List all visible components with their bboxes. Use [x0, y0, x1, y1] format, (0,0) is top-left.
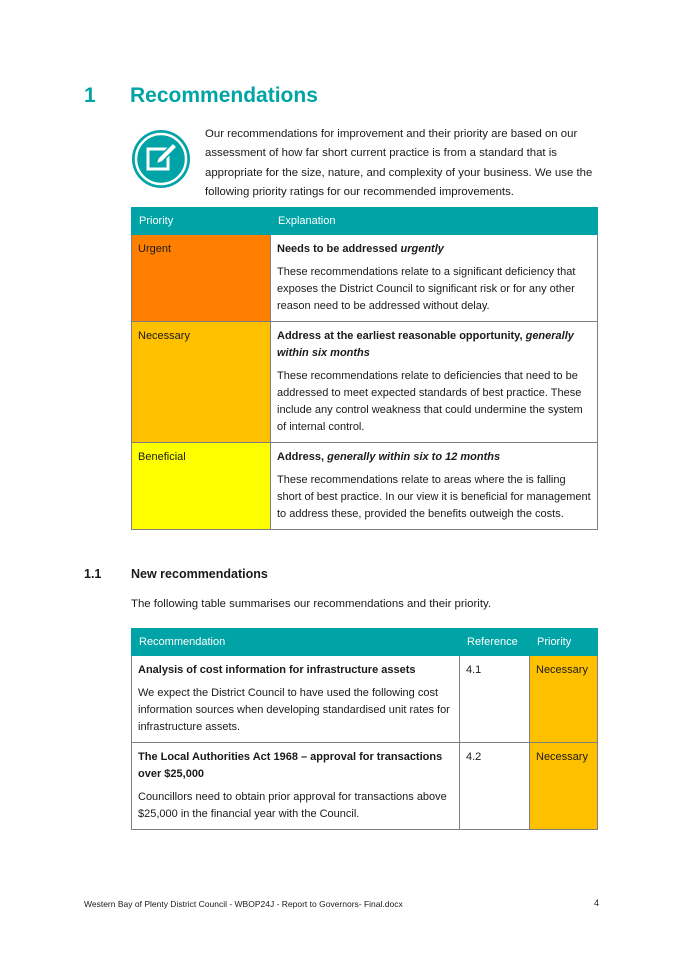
subsection-title: New recommendations [131, 567, 268, 581]
subsection-number: 1.1 [84, 567, 102, 581]
header-reference: Reference [460, 629, 530, 656]
priority-cell-necessary: Necessary [530, 743, 598, 830]
subsection-heading [84, 567, 268, 581]
explanation-heading-emphasis: generally within six months [277, 330, 574, 359]
reference-cell: 4.1 [460, 656, 530, 743]
table-header-row [132, 208, 598, 235]
recommendation-body: We expect the District Council to have used the following cost information sources when developing standardised unit rates for infrastructure assets. [138, 687, 450, 733]
explanation-body: These recommendations relate to a significant deficiency that exposes the District Council to significant risk or for any other reason need to be addressed without delay. [277, 266, 576, 312]
explanation-heading: Address, [277, 451, 328, 463]
reference-cell: 4.2 [460, 743, 530, 830]
header-explanation: Explanation [271, 208, 598, 235]
pencil-edit-icon [130, 128, 192, 190]
explanation-cell [271, 235, 598, 322]
recommendation-title: The Local Authorities Act 1968 – approval for transactions over $25,000 [138, 751, 443, 780]
explanation-body: These recommendations relate to deficiencies that need to be addressed to meet expected standards of best practice. These include any control weakness that could undermine the system of internal control. [277, 370, 583, 433]
explanation-cell [271, 443, 598, 530]
table-row [132, 656, 598, 743]
section-number: 1 [84, 84, 96, 107]
table-row [132, 743, 598, 830]
summary-paragraph: The following table summarises our recommendations and their priority. [131, 598, 492, 610]
recommendations-table [131, 628, 598, 830]
explanation-heading-emphasis: generally within six to 12 months [327, 451, 501, 463]
header-priority: Priority [530, 629, 598, 656]
footer-text: Western Bay of Plenty District Council - WBOP24J - Report to Governors- Final.docx [84, 899, 403, 909]
recommendation-cell [132, 743, 460, 830]
section-title: Recommendations [130, 84, 318, 107]
table-row [132, 235, 598, 322]
recommendation-title: Analysis of cost information for infrastructure assets [138, 664, 416, 676]
explanation-body: These recommendations relate to areas where the is falling short of best practice. In our view it is beneficial for management to address these, provided the benefits outweigh the costs. [277, 474, 591, 520]
explanation-heading: Needs to be addressed [277, 243, 401, 255]
explanation-heading-emphasis: urgently [400, 243, 444, 255]
priority-cell-necessary: Necessary [530, 656, 598, 743]
table-row [132, 322, 598, 443]
priority-cell-urgent: Urgent [132, 235, 271, 322]
priority-ratings-table [131, 207, 598, 530]
header-recommendation: Recommendation [132, 629, 460, 656]
explanation-heading: Address at the earliest reasonable opportunity, [277, 330, 526, 342]
priority-cell-beneficial: Beneficial [132, 443, 271, 530]
header-priority: Priority [132, 208, 271, 235]
table-row [132, 443, 598, 530]
section-heading [84, 84, 318, 108]
recommendation-cell [132, 656, 460, 743]
table-header-row [132, 629, 598, 656]
intro-paragraph: Our recommendations for improvement and their priority are based on our assessment of how far short current practice is from a standard that is appropriate for the size, nature, and complexity of your business. We use the following priority ratings for our recommended improvements. [205, 128, 593, 198]
page-number: 4 [594, 898, 600, 908]
explanation-cell [271, 322, 598, 443]
priority-cell-necessary: Necessary [132, 322, 271, 443]
recommendation-body: Councillors need to obtain prior approval for transactions above $25,000 in the financial year with the Council. [138, 791, 447, 820]
